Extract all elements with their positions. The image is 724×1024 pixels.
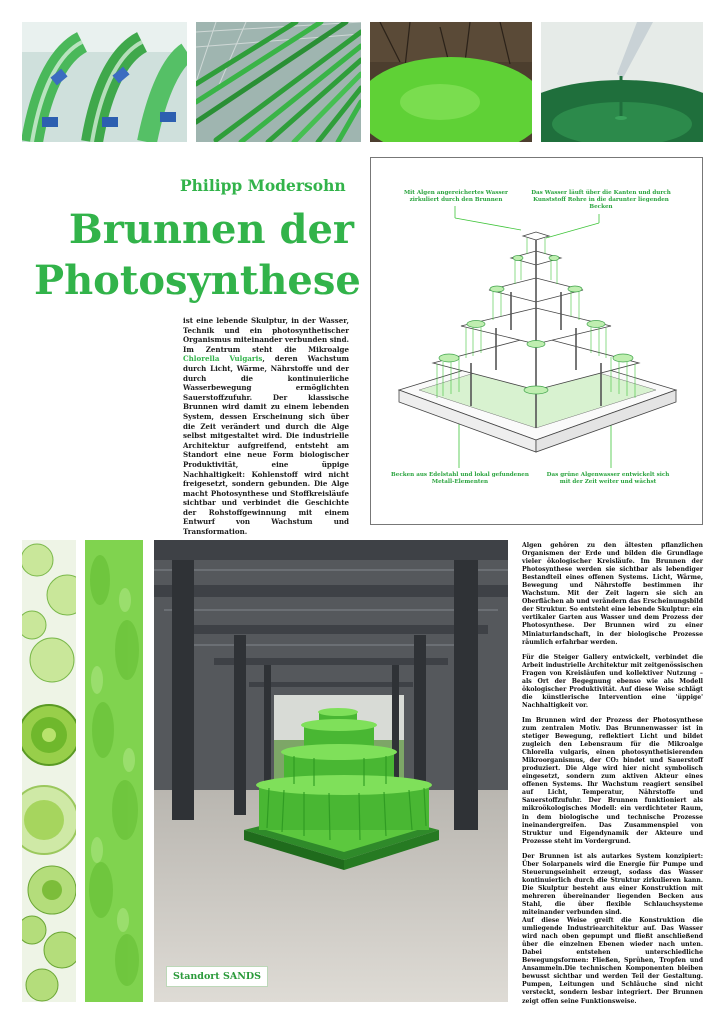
diagram-label-basin-material: Becken aus Edelstahl und lokal gefundenen Metall-Elementen — [391, 472, 529, 485]
title-line-1: Brunnen der — [68, 206, 354, 253]
photo-greenhouse-tubes — [196, 22, 361, 142]
diagram-label-water-overflow: Das Wasser läuft über die Kanten und durch Kunststoff Rohre in die darunter liegenden Becken — [531, 190, 671, 210]
location-badge: Standort SANDS — [166, 966, 268, 987]
species-name: Chlorella Vulgaris — [183, 354, 263, 364]
body-paragraph-4: Der Brunnen ist als autarkes System konzipiert: Über Solarpanels wird die Energie für Pumpe und Steuerungseinheit erzeugt, sodass das Wasser kontinuierlich durch die Struktur zirkulieren kann. Die Skulptur besteht aus einer Konstruktion mit mehreren übereinander liegenden Becken aus Stahl, die über flexible Schlauchsysteme miteinander verbunden sind. — [522, 852, 703, 917]
photo-algae-pond — [370, 22, 532, 142]
photo-algae-pipette — [541, 22, 703, 142]
body-paragraph-5: Auf diese Weise greift die Konstruktion die umliegende Industriearchitektur auf. Das Wasser wird nach oben gepumpt und fließt anschließend über die einzelnen Ebenen wieder nach unten. Dabei entstehen unterschiedliche Bewegungsformen: Fließen, Sprühen, Tropfen und Ansammeln.Die technischen Komponenten bleiben bewusst sichtbar und werden Teil der Gestaltung. Pumpen, Leitungen und Schläuche sind nicht versteckt, sondern lesbar integriert. Der Brunnen zeigt offen seine Funktionsweise. — [522, 917, 703, 1005]
photo-microscope-algae-cells — [22, 540, 76, 1002]
page-title — [34, 204, 361, 306]
body-paragraph-1: Algen gehören zu den ältesten pflanzlichen Organismen der Erde und bilden die Grundlage vieler ökologischer Kreisläufe. Im Brunnen der Photosynthese werden sie sichtbar als lebendiger Bestandteil eines offenen Systems. Licht, Wärme, Bewegung und Nährstoffe bestimmen ihr Wachstum. Mit der Zeit lagern sie sich an Oberflächen ab und verändern das Erscheinungsbild der Struktur. So entsteht eine lebende Skulptur: ein vertikaler Garten aus Wasser und dem Prozess der Photosynthese. Der Brunnen wird zu einer Miniaturlandschaft, in der biologische Prozesse räumlich erfahrbar werden. — [522, 542, 703, 646]
author-name: Philipp Modersohn — [180, 176, 346, 195]
photo-algae-texture — [85, 540, 143, 1002]
fountain-diagram — [370, 157, 703, 525]
intro-text-end: , deren Wachstum durch Licht, Wärme, Nährstoffe und der durch die kontinuierliche Wasserbewegung ermöglichten Sauerstoffzufuhr. Der klassische Brunnen wird damit zu einem lebenden System, dessen Erscheinung sich über die Zeit verändert und durch die Alge selbst mitgestaltet wird. Die industrielle Architektur aufgreifend, entsteht am Standort eine neue Form biologischer Produktivität, eine üppige Nachhaltigkeit: Kohlenstoff wird nicht freigesetzt, sondern gebunden. Die Alge macht Photosynthese und Stoffkreisläufe sichtbar und verbindet die Geschichte der Rohstoffgewinnung mit einem Entwurf von Wachstum und Transformation. — [183, 354, 349, 537]
intro-text-start: ist eine lebende Skulptur, in der Wasser, Technik und ein photosynthetischer Organismus miteinander verbunden sind. Im Zentrum steht die Mikroalge — [183, 316, 349, 354]
intro-text — [183, 316, 349, 537]
fountain-line-drawing — [371, 158, 702, 524]
body-text — [522, 542, 703, 1013]
body-paragraph-2: Für die Steiger Gallery entwickelt, verbindet die Arbeit industrielle Architektur mit zeitgenössischen Fragen von Kreisläufen und kollektiver Nutzung – als Ort der Begegnung ebenso wie als Modell ökologischer Produktivität. Auf diese Weise schlägt die künstlerische Intervention eine 'üppige' Nachhaltigkeit vor. — [522, 653, 703, 709]
diagram-label-algae-growth: Das grüne Algenwasser entwickelt sich mit der Zeit weiter und wächst — [546, 472, 670, 485]
photo-location-sands — [154, 540, 508, 1002]
title-line-2: Photosynthese — [34, 257, 361, 304]
photo-photobioreactor-tubes — [22, 22, 187, 142]
diagram-label-water-circulation: Mit Algen angereichertes Wasser zirkuliert durch den Brunnen — [403, 190, 509, 203]
body-paragraph-3: Im Brunnen wird der Prozess der Photosynthese zum zentralen Motiv. Das Brunnenwasser ist in stetiger Bewegung, reflektiert Licht und bildet zugleich den Lebensraum für die Mikroalge Chlorella vulgaris, einen photosynthetisierenden Mikroorganismus, der CO₂ bindet und Sauerstoff produziert. Die Alge wird hier nicht symbolisch eingesetzt, sondern zum aktiven Akteur eines offenen Systems. Ihr Wachstum reagiert sensibel auf Licht, Temperatur, Nährstoffe und Sauerstoffzufuhr. Der Brunnen funktioniert als mikroökologisches Modell: ein verdichteter Raum, in dem biologische und technische Prozesse ineinandergreifen. Das Zusammenspiel von Struktur und Eigendynamik der Akteure und Prozesse steht im Vordergrund. — [522, 716, 703, 845]
